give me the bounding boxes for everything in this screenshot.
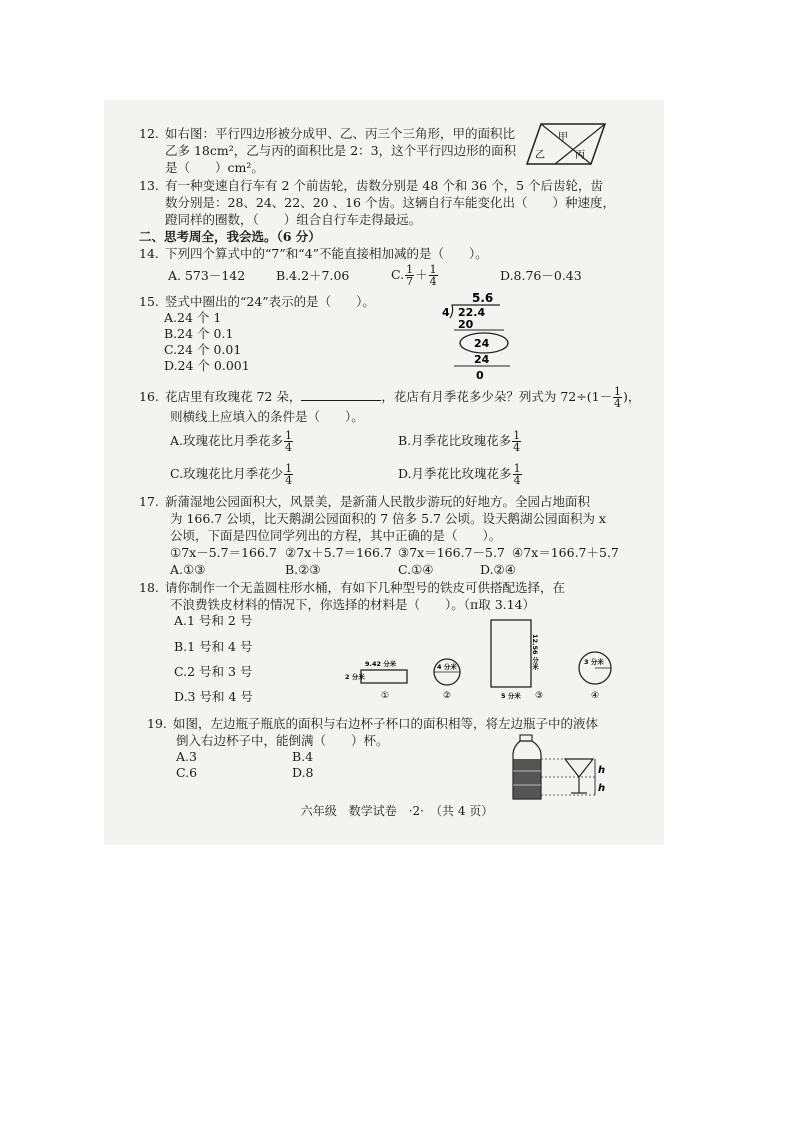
q18-option-a[interactable]: A.1 号和 2 号 <box>174 613 253 628</box>
q17-eq-3: ③7x＝166.7－5.7 <box>398 545 505 560</box>
mark-2: ② <box>443 691 452 701</box>
q13-line2: 数分别是：28、24、22、20 、16 个齿。这辆自行车能变化出（ ）种速度， <box>165 195 615 210</box>
sheet-3-width: 5 分米 <box>501 692 521 700</box>
q17-eq-4: ④7x＝166.7＋5.7 <box>512 545 619 560</box>
q18-line1: 18. 请你制作一个无盖圆柱形水桶，有如下几种型号的铁皮可供搭配选择，在 <box>139 580 566 595</box>
q15-option-b[interactable]: B.24 个 0.1 <box>164 326 234 341</box>
q14-option-d[interactable]: D.8.76－0.43 <box>500 268 582 283</box>
subtrahend-1: 20 <box>458 318 474 331</box>
page-footer: 六年级 数学试卷 ·2· （共 4 页） <box>300 804 494 818</box>
remainder: 0 <box>476 369 484 382</box>
dividend: 22.4 <box>458 306 486 319</box>
sheet-1-length: 9.42 分米 <box>365 660 397 668</box>
label-jia: 甲 <box>558 132 568 143</box>
q19-line2: 倒入右边杯子中，能倒满（ ）杯。 <box>176 733 389 748</box>
sheet-4-radius-label: 3 分米 <box>584 658 604 666</box>
fraction: $\frac{1}{4}$ <box>513 429 521 454</box>
q16-option-d[interactable]: D.月季花比玫瑰花多 $\frac{1}{4}$ <box>398 462 521 487</box>
q18-option-b[interactable]: B.1 号和 4 号 <box>174 639 253 654</box>
divisor: 4 <box>442 306 450 319</box>
h-label-1: h <box>598 765 606 776</box>
q18-option-d[interactable]: D.3 号和 4 号 <box>174 689 253 704</box>
q19-option-d[interactable]: D.8 <box>292 765 314 780</box>
q12-line3: 是（ ）cm²。 <box>165 160 264 175</box>
fraction: $\frac{1}{4}$ <box>285 429 293 454</box>
mark-4: ④ <box>591 691 600 701</box>
sheet-1-width: 2 分米 <box>345 673 365 681</box>
q14-option-c[interactable]: C. $\frac{1}{7}$ ＋ $\frac{1}{4}$ <box>391 263 437 288</box>
sheet-3-length: 12.56 分米 <box>531 634 539 670</box>
mark-1: ① <box>381 691 390 701</box>
q17-eq-2: ②7x＋5.7＝166.7 <box>285 545 392 560</box>
q19-line1: 19. 如图，左边瓶子瓶底的面积与右边杯子杯口的面积相等，将左边瓶子中的液体 <box>147 716 599 731</box>
fraction: $\frac{1}{7}$ <box>406 263 414 288</box>
circled-number: 24 <box>474 337 490 350</box>
q19-option-b[interactable]: B.4 <box>292 749 314 764</box>
q17-line2: 为 166.7 公顷，比天鹅湖公园面积的 7 倍多 5.7 公顷。设天鹅湖公园面积为 x <box>170 511 606 526</box>
q15-option-d[interactable]: D.24 个 0.001 <box>164 358 250 373</box>
sheet-1-rect <box>361 670 407 683</box>
q17-line1: 17. 新蒲湿地公园面积大，风景美，是新蒲人民散步游玩的好地方。全园占地面积 <box>139 494 591 509</box>
q16-line1: 16. 花店里有玫瑰花 72 朵， ，花店有月季花多少朵？列式为 72÷(1－ $\frac{1}{4}$ )， <box>139 385 641 410</box>
cone-cup <box>565 759 593 777</box>
q19-option-c[interactable]: C.6 <box>176 765 198 780</box>
q16-option-a[interactable]: A.玫瑰花比月季花多 $\frac{1}{4}$ <box>170 429 293 454</box>
h-label-2: h <box>598 783 606 794</box>
fraction: $\frac{1}{4}$ <box>614 385 622 410</box>
parallelogram-figure <box>525 120 610 170</box>
q13-line3: 蹬同样的圈数，（ ）组合自行车走得最远。 <box>165 212 422 227</box>
label-bing: 丙 <box>575 150 585 161</box>
q12-line2: 乙多 18cm²，乙与丙的面积比是 2：3，这个平行四边形的面积 <box>165 143 517 158</box>
bottle-liquid <box>514 759 541 799</box>
quotient: 5.6 <box>472 291 494 305</box>
mark-3: ③ <box>535 691 544 701</box>
q16-option-c[interactable]: C.玫瑰花比月季花少 $\frac{1}{4}$ <box>170 462 293 487</box>
q15-option-a[interactable]: A.24 个 1 <box>164 310 222 325</box>
sheet-2-diameter-label: 4 分米 <box>437 663 457 671</box>
bottle-cap <box>520 735 532 741</box>
q16-option-b[interactable]: B.月季花比玫瑰花多 $\frac{1}{4}$ <box>398 429 521 454</box>
q14-stem: 14. 下列四个算式中的“7”和“4”不能直接相加减的是（ ）。 <box>139 246 488 261</box>
sheet-3-rect <box>491 620 531 687</box>
q14-option-a[interactable]: A. 573－142 <box>168 268 246 283</box>
q12-line1: 12. 如右图：平行四边形被分成甲、乙、丙三个三角形，甲的面积比 <box>139 126 516 141</box>
label-yi: 乙 <box>535 150 545 161</box>
long-division-figure <box>440 288 530 383</box>
q17-line3: 公顷，下面是四位同学列出的方程，其中正确的是（ ）。 <box>170 528 502 543</box>
q17-option-b[interactable]: B.②③ <box>285 562 321 577</box>
q15-stem: 15. 竖式中圈出的“24”表示的是（ ）。 <box>139 294 375 309</box>
section-2-title: 二、思考周全，我会选。（6 分） <box>139 229 321 244</box>
bottle-cup-figure <box>505 733 615 803</box>
q18-option-c[interactable]: C.2 号和 3 号 <box>174 664 253 679</box>
q17-eq-1: ①7x－5.7＝166.7 <box>170 545 277 560</box>
q19-option-a[interactable]: A.3 <box>176 749 197 764</box>
fraction: $\frac{1}{4}$ <box>429 263 437 288</box>
q17-option-d[interactable]: D.②④ <box>480 562 516 577</box>
sheet-metal-figure <box>345 612 620 707</box>
answer-blank <box>301 390 381 401</box>
q17-option-a[interactable]: A.①③ <box>170 562 206 577</box>
q14-option-b[interactable]: B.4.2＋7.06 <box>276 268 350 283</box>
q18-line2: 不浪费铁皮材料的情况下，你选择的材料是（ ）。（π取 3.14） <box>170 597 536 612</box>
q13-line1: 13. 有一种变速自行车有 2 个前齿轮，齿数分别是 48 个和 36 个，5 个后齿轮，齿 <box>139 178 604 193</box>
q15-option-c[interactable]: C.24 个 0.01 <box>164 342 242 357</box>
q16-line2: 则横线上应填入的条件是（ ）。 <box>170 409 364 424</box>
q17-option-c[interactable]: C.①④ <box>398 562 434 577</box>
fraction: $\frac{1}{4}$ <box>513 462 521 487</box>
subtrahend-2: 24 <box>474 353 490 366</box>
fraction: $\frac{1}{4}$ <box>285 462 293 487</box>
